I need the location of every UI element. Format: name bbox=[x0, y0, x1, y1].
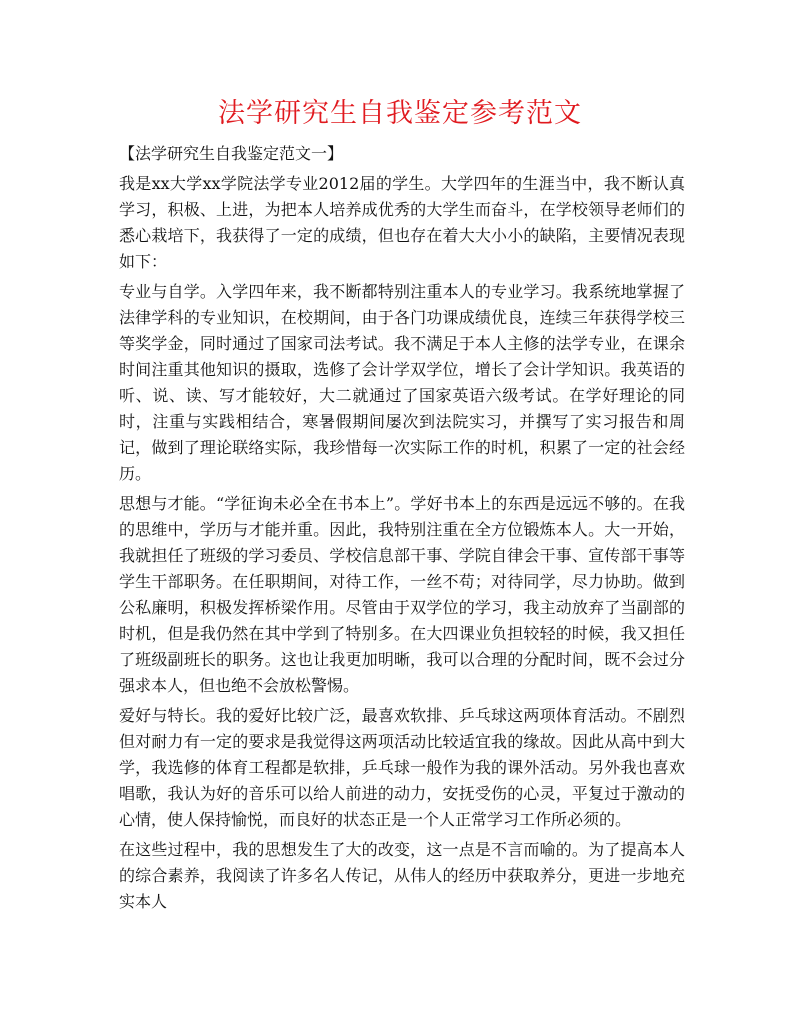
paragraph-thought-ability: 思想与才能。“学征询未必全在书本上”。学好书本上的东西是远远不够的。在我的思维中，学历与才能并重。因此，我特别注重在全方位锻炼本人。大一开始，我就担任了班级的学习委员、学校信息部干事、学院自律会干事、宣传部干事等学生干部职务。在任职期间，对待工作，一丝不苟；对待同学，尽力协助。做到公私廉明，积极发挥桥梁作用。尽管由于双学位的学习，我主动放弃了当副部的时机，但是我仍然在其中学到了特别多。在大四课业负担较轻的时候，我又担任了班级副班长的职务。这也让我更加明晰，我可以合理的分配时间，既不会过分强求本人，但也绝不会放松警惕。 bbox=[119, 494, 685, 695]
section-heading: 【法学研究生自我鉴定范文一】 bbox=[119, 144, 344, 163]
document-title: 法学研究生自我鉴定参考范文 bbox=[218, 98, 582, 129]
paragraph-hobbies: 爱好与特长。我的爱好比较广泛，最喜欢软排、乒乓球这两项体育活动。不剧烈但对耐力有一定的要求是我觉得这两项活动比较适宜我的缘故。因此从高中到大学，我选修的体育工程都是软排，乒乓球一般作为我的课外活动。另外我也喜欢唱歌，我认为好的音乐可以给人前进的动力，安抚受伤的心灵，平复过于激动的心情，使人保持愉悦，而良好的状态正是一个人正常学习工作所必须的。 bbox=[119, 706, 685, 829]
paragraph-intro: 我是xx大学xx学院法学专业2012届的学生。大学四年的生涯当中，我不断认真学习，积极、上进，为把本人培养成优秀的大学生而奋斗，在学校领导老师们的悉心栽培下，我获得了一定的成绩，但也存在着大大小小的缺陷，主要情况表现如下： bbox=[119, 174, 685, 271]
paragraph-major-study: 专业与自学。入学四年来，我不断都特别注重本人的专业学习。我系统地掌握了法律学科的专业知识，在校期间，由于各门功课成绩优良，连续三年获得学校三等奖学金，同时通过了国家司法考试。我不满足于本人主修的法学专业，在课余时间注重其他知识的摄取，选修了会计学双学位，增长了会计学知识。我英语的听、说、读、写才能较好，大二就通过了国家英语六级考试。在学好理论的同时，注重与实践相结合，寒暑假期间屡次到法院实习，并撰写了实习报告和周记，做到了理论联络实际，我珍惜每一次实际工作的时机，积累了一定的社会经历。 bbox=[119, 282, 685, 483]
document-body bbox=[119, 141, 685, 919]
paragraph-process: 在这些过程中，我的思想发生了大的改变，这一点是不言而喻的。为了提高本人的综合素养，我阅读了许多名人传记，从伟人的经历中获取养分，更进一步地充实本人 bbox=[119, 840, 685, 911]
